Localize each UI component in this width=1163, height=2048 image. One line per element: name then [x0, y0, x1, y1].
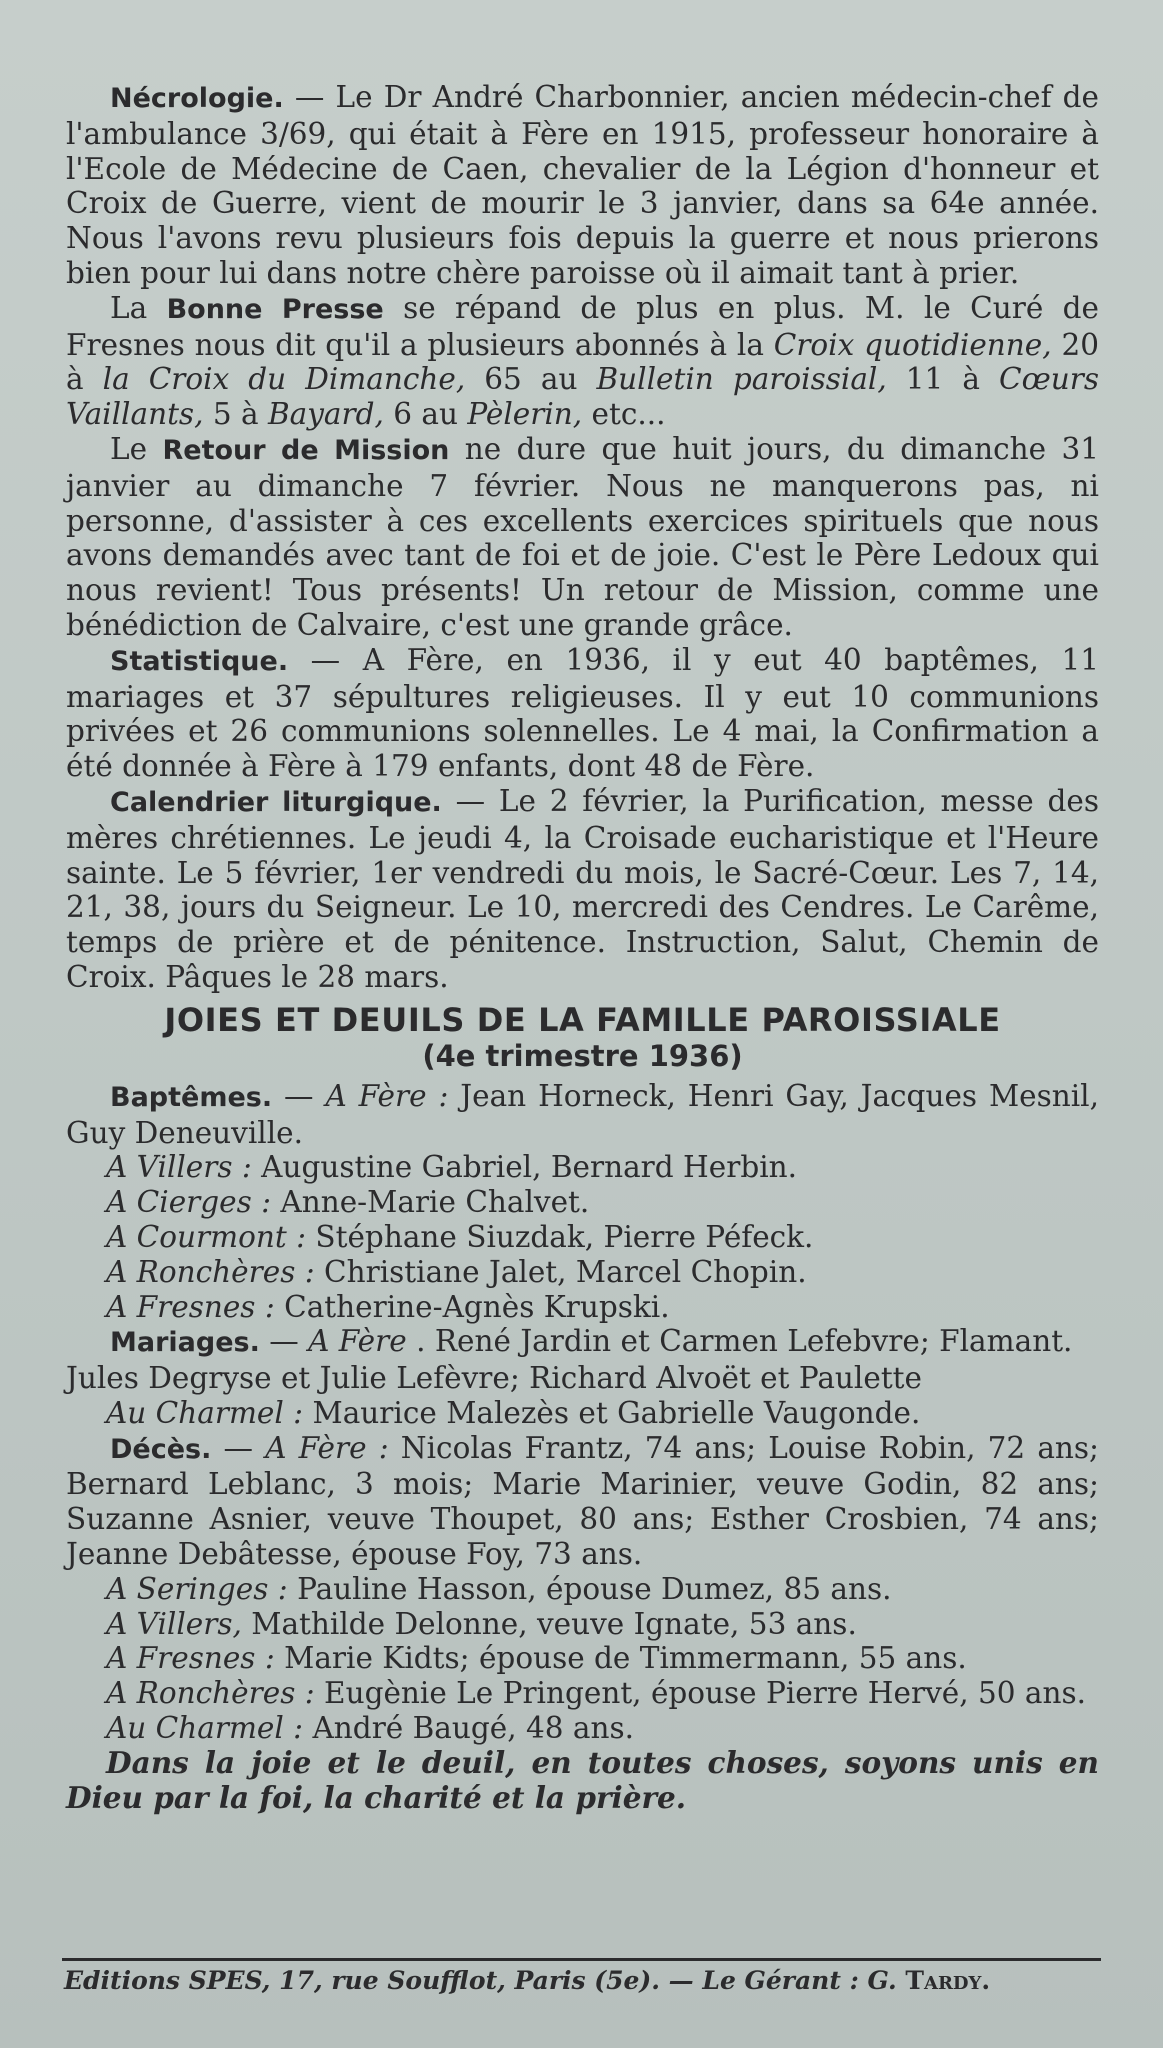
bonne-presse-text-3: 65 au	[465, 362, 597, 397]
place-name: A Courmont :	[106, 1219, 307, 1254]
list-item	[66, 1150, 1099, 1185]
person-names: Maurice Malezès et Gabrielle Vaugonde.	[303, 1395, 921, 1430]
person-names: Stéphane Siuzdak, Pierre Péfeck.	[306, 1219, 814, 1254]
place-name: A Ronchères :	[106, 1676, 315, 1711]
title-bulletin-paroissial: Bulletin paroissial,	[596, 362, 887, 397]
baptemes-heading: Baptêmes.	[110, 1081, 273, 1113]
person-names: Marie Kidts; épouse de Timmermann, 55 ans.	[274, 1641, 967, 1676]
retour-mission-text: ne dure que huit jours, du dimanche 31 janvier au dimanche 7 février. Nous ne manquerons pas, ni personne, d'assister à ces excellents exercices spirituels que nous avons demandés avec tant de foi et de joie. C'est le Père Ledoux qui nous revient! Tous présents! Un retour de Mission, comme une bénédiction de Calvaire, c'est une grande grâce.	[66, 431, 1099, 642]
deces-text: Nicolas Frantz, 74 ans; Louise Robin, 72 ans; Bernard Leblanc, 3 mois; Marie Marinier, veuve Godin, 82 ans; Suzanne Asnier, veuve Thoupet, 80 ans; Esther Crosbien, 74 ans; Jeanne Debâtesse, épouse Foy, 73 ans.	[66, 1430, 1099, 1572]
mariages-text: . René Jardin et Carmen Lefebvre; Flamant.	[406, 1324, 1073, 1359]
place-name: A Villers,	[106, 1606, 242, 1641]
person-names: Anne-Marie Chalvet.	[271, 1185, 590, 1220]
list-item	[66, 1572, 1099, 1607]
place-name: A Seringes :	[106, 1571, 288, 1606]
mariages-line-2: Jules Degryse et Julie Lefèvre; Richard Alvoët et Paulette	[66, 1361, 922, 1396]
place-name: Au Charmel :	[106, 1711, 304, 1746]
place-name: A Fresnes :	[106, 1289, 275, 1324]
footer-imprint	[64, 1965, 1101, 1997]
statistique-text: — A Fère, en 1936, il y eut 40 baptêmes, 11 mariages et 37 sépultures religieuses. Il y eut 10 communions privées et 26 communions solennelles. Le 4 mai, la Confirmation a été donnée à Fère à 179 enfants, dont 48 de Fère.	[66, 642, 1099, 784]
calendrier-paragraph	[66, 784, 1099, 995]
footer-gerant-name: Tardy.	[905, 1966, 991, 1995]
baptemes-paragraph	[66, 1079, 1099, 1151]
place-name: A Fresnes :	[106, 1641, 275, 1676]
statistique-paragraph	[66, 643, 1099, 784]
statistique-heading: Statistique.	[110, 645, 289, 677]
list-item	[66, 1185, 1099, 1220]
closing-prayer: Dans la joie et le deuil, en toutes choses, soyons unis en Dieu par la foi, la charité et la prière.	[66, 1744, 1099, 1815]
baptemes-dash: —	[272, 1078, 326, 1113]
person-names: Christiane Jalet, Marcel Chopin.	[314, 1254, 807, 1289]
title-croix-dimanche: la Croix du Dimanche,	[102, 362, 466, 397]
baptemes-place: A Fère :	[325, 1078, 449, 1113]
list-item	[66, 1396, 1099, 1431]
retour-mission-pre: Le	[110, 431, 163, 466]
deces-paragraph	[66, 1431, 1099, 1572]
person-names: Eugènie Le Pringent, épouse Pierre Hervé, 50 ans.	[314, 1676, 1086, 1711]
baptemes-text: Jean Horneck, Henri Gay, Jacques Mesnil, Guy Deneuville.	[66, 1078, 1099, 1150]
list-item	[66, 1290, 1099, 1325]
title-coeurs-vaillants: Cœurs Vaillants,	[66, 362, 1099, 432]
mariages-dash: —	[259, 1324, 309, 1359]
list-item	[66, 1607, 1099, 1642]
person-names: Augustine Gabriel, Bernard Herbin.	[251, 1150, 798, 1185]
person-names: Catherine-Agnès Krupski.	[274, 1289, 670, 1324]
mariages-paragraph	[66, 1324, 1099, 1361]
list-item	[66, 1711, 1099, 1746]
person-names: André Baugé, 48 ans.	[303, 1711, 635, 1746]
deces-heading: Décès.	[110, 1433, 212, 1465]
list-item	[66, 1255, 1099, 1290]
necrologie-heading: Nécrologie.	[110, 83, 284, 114]
bonne-presse-text-5: 5 à	[203, 397, 268, 432]
person-names: Mathilde Delonne, veuve Ignate, 53 ans.	[241, 1606, 857, 1641]
retour-mission-heading: Retour de Mission	[162, 434, 450, 466]
bonne-presse-pre: La	[110, 290, 167, 325]
mariages-place: A Fère	[308, 1324, 407, 1359]
place-name: Au Charmel :	[106, 1395, 304, 1430]
list-item	[66, 1220, 1099, 1255]
bonne-presse-text-7: etc...	[582, 397, 666, 432]
person-names: Pauline Hasson, épouse Dumez, 85 ans.	[287, 1571, 892, 1606]
title-croix-quotidienne: Croix quotidienne,	[773, 327, 1052, 362]
bonne-presse-text-6: 6 au	[383, 397, 468, 432]
footer-divider	[62, 1958, 1101, 1961]
calendrier-text: — Le 2 février, la Purification, messe des mères chrétiennes. Le jeudi 4, la Croisade eucharistique et l'Heure sainte. Le 5 février, 1er vendredi du mois, le Sacré-Cœur. Les 7, 14, 21, 38, jours du Seigneur. Le 10, mercredi des Cendres. Le Carême, temps de prière et de pénitence. Instruction, Salut, Chemin de Croix. Pâques le 28 mars.	[66, 783, 1099, 994]
place-name: A Ronchères :	[106, 1254, 315, 1289]
necrologie-text: — Le Dr André Charbonnier, ancien médecin-chef de l'ambulance 3/69, qui était à Fère en 1915, professeur honoraire à l'Ecole de Médecine de Caen, chevalier de la Légion d'honneur et Croix de Guerre, vient de mourir le 3 janvier, dans sa 64e année. Nous l'avons revu plusieurs fois depuis la guerre et nous prierons bien pour lui dans notre chère paroisse où il aimait tant à prier.	[66, 80, 1099, 290]
bonne-presse-heading: Bonne Presse	[166, 293, 384, 325]
necrologie-paragraph	[66, 80, 1099, 291]
deces-dash: —	[211, 1430, 266, 1465]
retour-mission-paragraph	[66, 432, 1099, 643]
list-item	[66, 1641, 1099, 1676]
list-item	[66, 1676, 1099, 1711]
bonne-presse-text-4: 11 à	[886, 362, 1000, 397]
bonne-presse-paragraph	[66, 291, 1099, 432]
place-name: A Villers :	[106, 1150, 252, 1185]
bonne-presse-text-2: 20 à	[66, 327, 1099, 397]
bonne-presse-text-1: se répand de plus en plus. M. le Curé de Fresnes nous dit qu'il a plusieurs abonnés à la	[66, 290, 1100, 362]
footer-text: Editions SPES, 17, rue Soufflot, Paris (5e). — Le Gérant : G.	[64, 1966, 906, 1995]
title-bayard: Bayard,	[267, 397, 384, 432]
mariages-heading: Mariages.	[110, 1327, 260, 1359]
section-title: JOIES ET DEUILS DE LA FAMILLE PAROISSIALE	[164, 1000, 1001, 1039]
deces-place: A Fère :	[265, 1430, 389, 1465]
calendrier-heading: Calendrier liturgique.	[110, 786, 442, 818]
place-name: A Cierges :	[106, 1185, 272, 1220]
title-pelerin: Pèlerin,	[467, 397, 583, 432]
section-subtitle: (4e trimestre 1936)	[422, 1038, 743, 1073]
